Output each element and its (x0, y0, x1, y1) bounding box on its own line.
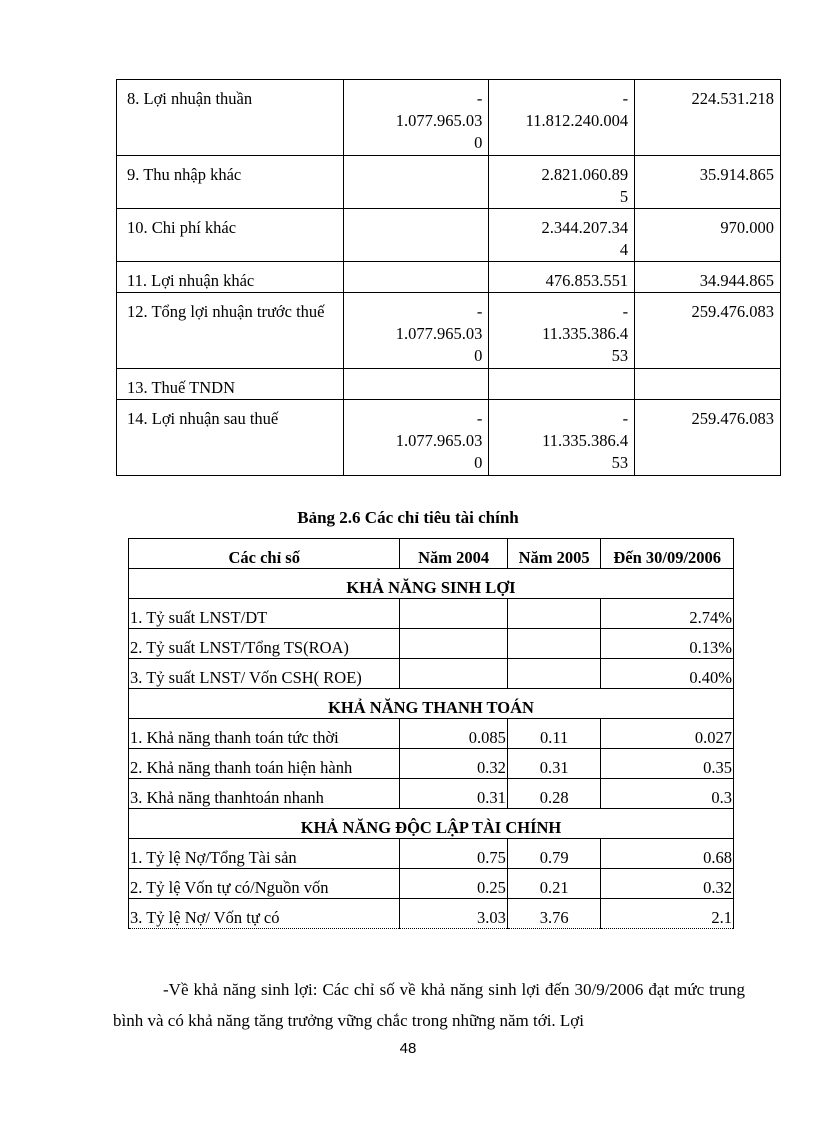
value-line: - (476, 409, 483, 428)
section-title: KHẢ NĂNG ĐỘC LẬP TÀI CHÍNH (129, 809, 734, 839)
row-label: 1. Tỷ suất LNST/DT (129, 599, 400, 629)
value-cell-c2 (489, 262, 635, 293)
value-cell-v2004: 0.75 (400, 839, 507, 869)
section-title: KHẢ NĂNG THANH TOÁN (129, 689, 734, 719)
value-cell-c3 (635, 293, 781, 369)
value-cell-c3 (635, 209, 781, 262)
row-label: 9. Thu nhập khác (117, 156, 344, 209)
value-line: 476.853.551 (545, 271, 629, 290)
header-2005: Năm 2005 (507, 539, 601, 569)
value-cell-v2006: 0.027 (601, 719, 734, 749)
value-cell-v2004: 0.25 (400, 869, 507, 899)
value-cell-c1 (343, 262, 489, 293)
section-header-row (129, 689, 734, 719)
value-cell-c3 (635, 80, 781, 156)
table-row (129, 719, 734, 749)
value-cell-v2005: 0.11 (507, 719, 601, 749)
value-cell-v2005: 0.28 (507, 779, 601, 809)
header-2004: Năm 2004 (400, 539, 507, 569)
value-line: 2.344.207.34 (541, 218, 629, 237)
value-cell-c1 (343, 400, 489, 476)
row-label: 3. Khả năng thanhtoán nhanh (129, 779, 400, 809)
value-line: 1.077.965.03 (395, 111, 483, 130)
value-line: 5 (619, 187, 629, 206)
value-cell-v2006: 0.32 (601, 869, 734, 899)
value-cell-c1 (343, 156, 489, 209)
value-cell-c3 (635, 262, 781, 293)
value-line: 0 (474, 453, 483, 472)
value-cell-c3 (635, 369, 781, 400)
value-line: 259.476.083 (691, 409, 774, 428)
income-table (116, 79, 781, 476)
value-cell-v2004 (400, 629, 507, 659)
row-label: 12. Tổng lợi nhuận trước thuế (117, 293, 344, 369)
value-line: 11.812.240.004 (525, 111, 629, 130)
row-label: 10. Chi phí khác (117, 209, 344, 262)
row-label: 1. Tỷ lệ Nợ/Tổng Tài sản (129, 839, 400, 869)
row-label: 1. Khả năng thanh toán tức thời (129, 719, 400, 749)
value-line: 53 (611, 346, 629, 365)
header-2006: Đến 30/09/2006 (601, 539, 734, 569)
value-cell-v2006: 0.3 (601, 779, 734, 809)
value-line: 259.476.083 (691, 302, 774, 321)
value-cell-v2004: 0.32 (400, 749, 507, 779)
value-cell-v2005 (507, 599, 601, 629)
table-row (129, 839, 734, 869)
value-cell-v2005: 3.76 (507, 899, 601, 929)
value-line: - (622, 409, 629, 428)
value-cell-v2005 (507, 659, 601, 689)
value-line: 970.000 (720, 218, 774, 237)
row-label: 14. Lợi nhuận sau thuế (117, 400, 344, 476)
value-cell-v2005: 0.79 (507, 839, 601, 869)
row-label: 2. Khả năng thanh toán hiện hành (129, 749, 400, 779)
section-header-row (129, 569, 734, 599)
value-line: 0 (474, 133, 483, 152)
table-row (129, 659, 734, 689)
value-cell-v2006: 2.74% (601, 599, 734, 629)
row-label: 3. Tỷ suất LNST/ Vốn CSH( ROE) (129, 659, 400, 689)
value-line: - (476, 89, 483, 108)
value-cell-v2005: 0.31 (507, 749, 601, 779)
value-cell-v2004: 0.085 (400, 719, 507, 749)
value-cell-c1 (343, 209, 489, 262)
value-cell-v2006: 0.35 (601, 749, 734, 779)
table-row (117, 262, 781, 293)
value-cell-v2006: 0.13% (601, 629, 734, 659)
value-line: - (476, 302, 483, 321)
value-cell-v2005 (507, 629, 601, 659)
table-row (129, 599, 734, 629)
page-number: 48 (399, 1040, 417, 1057)
value-cell-v2004 (400, 659, 507, 689)
paragraph-text: -Về khả năng sinh lợi: Các chỉ số về khả năng sinh lợi đến 30/9/2006 đạt mức trung bình và có khả năng tăng trưởng vững chắc trong những năm tới. Lợi (113, 980, 745, 1030)
table-row (129, 779, 734, 809)
value-cell-c2 (489, 400, 635, 476)
row-label: 8. Lợi nhuận thuần (117, 80, 344, 156)
value-cell-v2004: 0.31 (400, 779, 507, 809)
value-cell-v2004: 3.03 (400, 899, 507, 929)
value-cell-c2 (489, 293, 635, 369)
value-cell-c1 (343, 80, 489, 156)
value-cell-v2006: 0.68 (601, 839, 734, 869)
table-row (129, 629, 734, 659)
value-cell-c2 (489, 369, 635, 400)
row-label: 2. Tỷ lệ Vốn tự có/Nguồn vốn (129, 869, 400, 899)
value-line: - (622, 302, 629, 321)
row-label: 11. Lợi nhuận khác (117, 262, 344, 293)
row-label: 2. Tỷ suất LNST/Tổng TS(ROA) (129, 629, 400, 659)
value-line: 34.944.865 (699, 271, 774, 290)
value-cell-c2 (489, 156, 635, 209)
table-row (117, 369, 781, 400)
value-line: 4 (619, 240, 629, 259)
table-row (117, 209, 781, 262)
table-row (117, 293, 781, 369)
value-cell-v2006: 0.40% (601, 659, 734, 689)
row-label: 3. Tỷ lệ Nợ/ Vốn tự có (129, 899, 400, 929)
value-cell-v2006: 2.1 (601, 899, 734, 929)
section-title: KHẢ NĂNG SINH LỢI (129, 569, 734, 599)
value-line: 224.531.218 (691, 89, 774, 108)
value-line: - (622, 89, 629, 108)
value-cell-c2 (489, 80, 635, 156)
value-line: 35.914.865 (699, 165, 774, 184)
value-cell-v2004 (400, 599, 507, 629)
value-cell-c3 (635, 400, 781, 476)
table-caption: Bảng 2.6 Các chỉ tiêu tài chính (297, 508, 519, 527)
value-line: 1.077.965.03 (395, 431, 483, 450)
header-indicator: Các chỉ số (129, 539, 400, 569)
body-paragraph (113, 974, 745, 1036)
table-row (117, 400, 781, 476)
value-line: 1.077.965.03 (395, 324, 483, 343)
value-line: 11.335.386.4 (542, 324, 629, 343)
table-row (117, 156, 781, 209)
table-row (129, 869, 734, 899)
value-line: 53 (611, 453, 629, 472)
value-cell-c2 (489, 209, 635, 262)
table-row (129, 749, 734, 779)
value-line: 0 (474, 346, 483, 365)
value-cell-c3 (635, 156, 781, 209)
value-line: 11.335.386.4 (542, 431, 629, 450)
value-cell-c1 (343, 369, 489, 400)
financial-ratios-table (128, 538, 734, 929)
value-line: 2.821.060.89 (541, 165, 629, 184)
table-header-row (129, 539, 734, 569)
section-header-row (129, 809, 734, 839)
row-label: 13. Thuế TNDN (117, 369, 344, 400)
table-row (117, 80, 781, 156)
table-row (129, 899, 734, 929)
value-cell-c1 (343, 293, 489, 369)
value-cell-v2005: 0.21 (507, 869, 601, 899)
